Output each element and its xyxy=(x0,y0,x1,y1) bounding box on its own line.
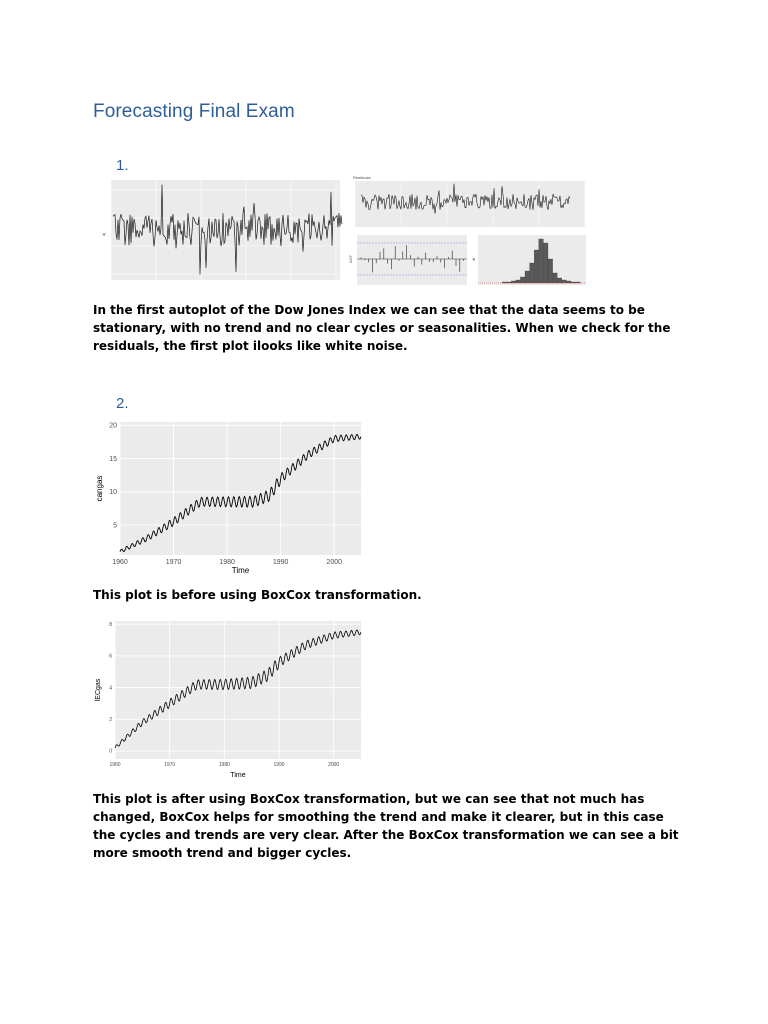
x-tick-label: 2000 xyxy=(328,762,340,768)
y-tick-label: 8 xyxy=(109,621,112,628)
y-tick-label: 2 xyxy=(109,717,112,724)
hist-y-label: df xyxy=(471,257,476,261)
before-boxcox-caption: This plot is before using BoxCox transformation. xyxy=(93,588,422,602)
x-tick-label: 1960 xyxy=(109,762,121,768)
y-axis-label: cangas xyxy=(95,475,104,502)
acf-y-label: ACF xyxy=(348,255,353,263)
y-tick-label: 0 xyxy=(109,748,112,755)
x-tick-label: 1970 xyxy=(165,559,182,566)
y-tick-label: 10 xyxy=(109,489,117,497)
x-tick-label: 2000 xyxy=(326,559,343,566)
document-title: Forecasting Final Exam xyxy=(93,101,295,122)
y-axis-label: lECgas xyxy=(95,678,102,702)
question-1-answer: In the first autoplot of the Dow Jones Index we can see that the data seems to be stationary, with no trend and no clear cycles or seasonalities. When we check for the residuals, the first plot ilooks like white noise. xyxy=(93,303,671,353)
residuals-title: Residuals xyxy=(353,175,371,180)
x-tick-label: 1990 xyxy=(273,762,285,768)
residuals-plot xyxy=(347,174,587,230)
y-tick-label: 6 xyxy=(109,653,112,660)
cangas-plot xyxy=(93,418,363,575)
y-tick-label: 5 xyxy=(113,522,117,530)
residuals-acf-plot xyxy=(347,233,469,291)
residuals-histogram xyxy=(472,233,587,291)
plot-panel xyxy=(115,621,361,759)
question-1-number: 1. xyxy=(116,157,129,174)
y-tick-label: 15 xyxy=(109,455,117,463)
dow-jones-autoplot xyxy=(93,178,343,290)
y-tick-label: 4 xyxy=(109,685,112,692)
x-tick-label: 1980 xyxy=(218,762,230,768)
x-tick-label: 1980 xyxy=(219,559,235,566)
question-2-number: 2. xyxy=(116,395,129,412)
x-tick-label: 1960 xyxy=(112,559,128,566)
y-tick-label: 20 xyxy=(109,422,117,430)
autoplot-y-label: dj xyxy=(101,232,106,236)
x-axis-label: Time xyxy=(231,566,250,575)
after-boxcox-text: This plot is after using BoxCox transformation, but we can see that not much has changed, BoxCox helps for smoothing the trend and make it clearer, but in this case the cycles and trends are very clear. After the BoxCox transformation we can see a bit more smooth trend and bigger cycles. xyxy=(93,792,679,860)
x-tick-label: 1990 xyxy=(272,559,289,566)
boxcox-plot xyxy=(93,617,363,779)
x-axis-label: Time xyxy=(230,772,246,779)
x-tick-label: 1970 xyxy=(164,762,176,768)
